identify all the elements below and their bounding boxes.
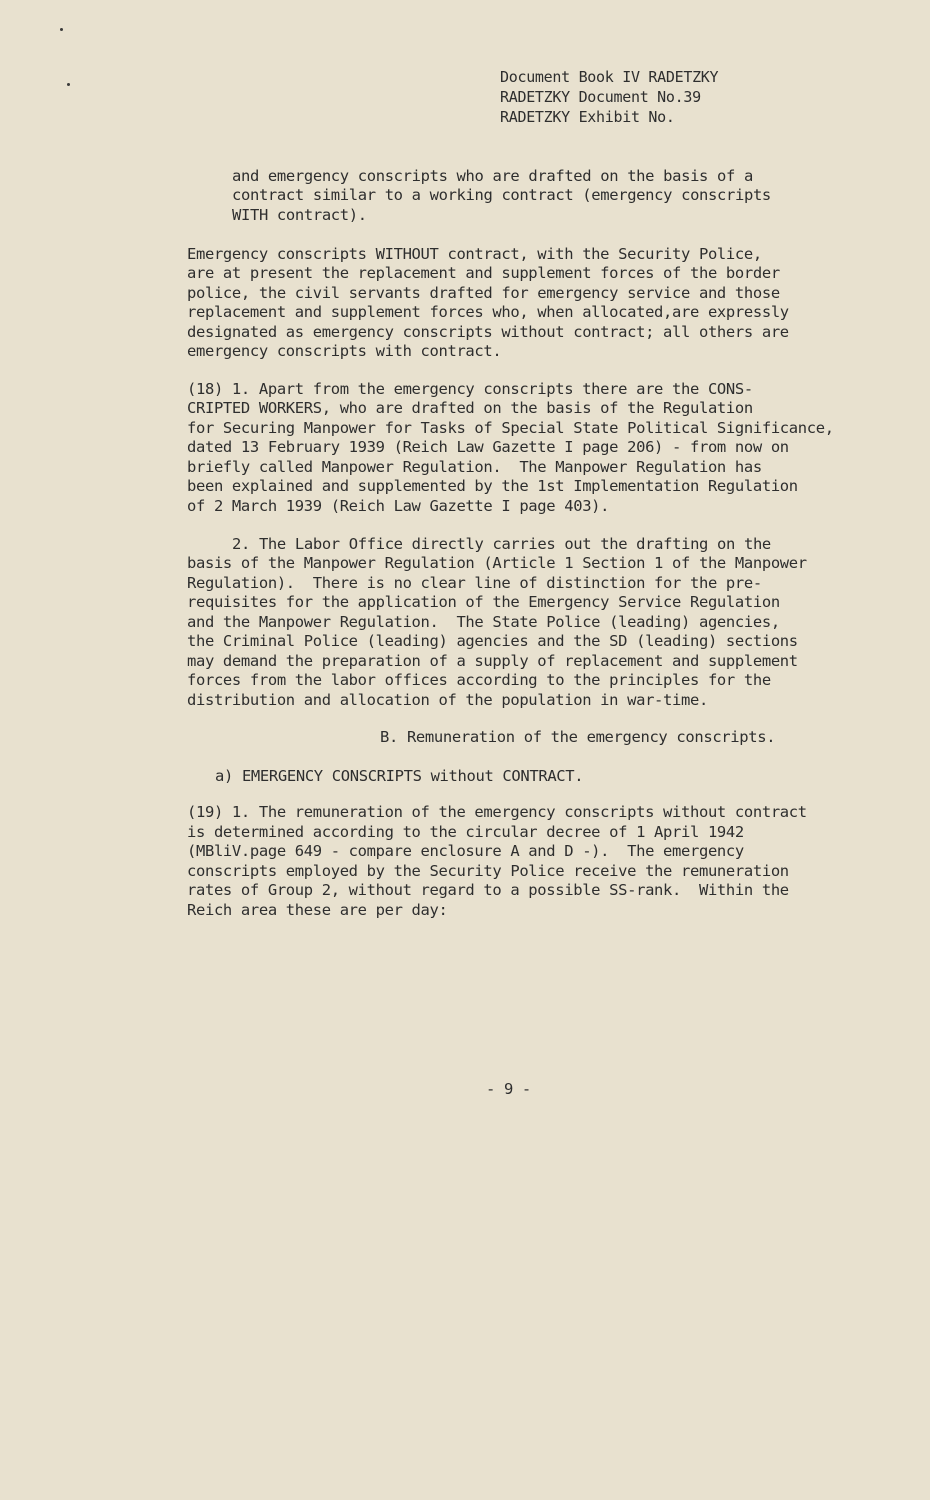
text-line: dated 13 February 1939 (Reich Law Gazette I page 206) - from now on xyxy=(187,438,789,456)
text-line: CRIPTED WORKERS, who are drafted on the basis of the Regulation xyxy=(187,399,753,417)
text-line: requisites for the application of the Emergency Service Regulation xyxy=(187,593,780,611)
text-line: distribution and allocation of the population in war-time. xyxy=(187,691,708,709)
text-line: Reich area these are per day: xyxy=(187,901,448,919)
header-exhibit-number: RADETZKY Exhibit No. xyxy=(500,108,675,126)
text-line: emergency conscripts with contract. xyxy=(187,342,502,360)
text-line: (19) 1. The remuneration of the emergency conscripts without contract xyxy=(187,803,807,821)
text-line: 2. The Labor Office directly carries out the drafting on the xyxy=(232,535,771,553)
text-line: been explained and supplemented by the 1st Implementation Regulation xyxy=(187,477,798,495)
text-line: and the Manpower Regulation. The State Police (leading) agencies, xyxy=(187,613,780,631)
text-line: are at present the replacement and supplement forces of the border xyxy=(187,264,780,282)
text-line: Emergency conscripts WITHOUT contract, with the Security Police, xyxy=(187,245,762,263)
text-line: police, the civil servants drafted for emergency service and those xyxy=(187,284,780,302)
text-line: for Securing Manpower for Tasks of Special State Political Significance, xyxy=(187,419,834,437)
text-line: designated as emergency conscripts without contract; all others are xyxy=(187,323,789,341)
text-line: of 2 March 1939 (Reich Law Gazette I page 403). xyxy=(187,497,610,515)
text-line: Regulation). There is no clear line of distinction for the pre- xyxy=(187,574,762,592)
text-line: basis of the Manpower Regulation (Article 1 Section 1 of the Manpower xyxy=(187,554,807,572)
text-line: (18) 1. Apart from the emergency conscripts there are the CONS- xyxy=(187,380,753,398)
text-line: forces from the labor offices according to the principles for the xyxy=(187,671,771,689)
subsection-heading-a: a) EMERGENCY CONSCRIPTS without CONTRACT. xyxy=(215,767,584,785)
header-document-number: RADETZKY Document No.39 xyxy=(500,88,701,106)
text-line: the Criminal Police (leading) agencies and the SD (leading) sections xyxy=(187,632,798,650)
text-line: rates of Group 2, without regard to a possible SS-rank. Within the xyxy=(187,881,789,899)
text-line: WITH contract). xyxy=(232,206,367,224)
text-line: may demand the preparation of a supply of replacement and supplement xyxy=(187,652,798,670)
text-line: (MBliV.page 649 - compare enclosure A and D -). The emergency xyxy=(187,842,744,860)
paper-speck xyxy=(60,28,63,31)
header-document-book: Document Book IV RADETZKY xyxy=(500,68,719,86)
text-line: briefly called Manpower Regulation. The Manpower Regulation has xyxy=(187,458,762,476)
text-line: is determined according to the circular decree of 1 April 1942 xyxy=(187,823,744,841)
page-number: - 9 - xyxy=(486,1080,531,1098)
text-line: and emergency conscripts who are drafted on the basis of a xyxy=(232,167,753,185)
section-heading-b: B. Remuneration of the emergency conscripts. xyxy=(380,728,776,746)
paper-speck xyxy=(67,83,70,86)
text-line: conscripts employed by the Security Police receive the remuneration xyxy=(187,862,789,880)
text-line: replacement and supplement forces who, when allocated,are expressly xyxy=(187,303,789,321)
text-line: contract similar to a working contract (emergency conscripts xyxy=(232,186,771,204)
